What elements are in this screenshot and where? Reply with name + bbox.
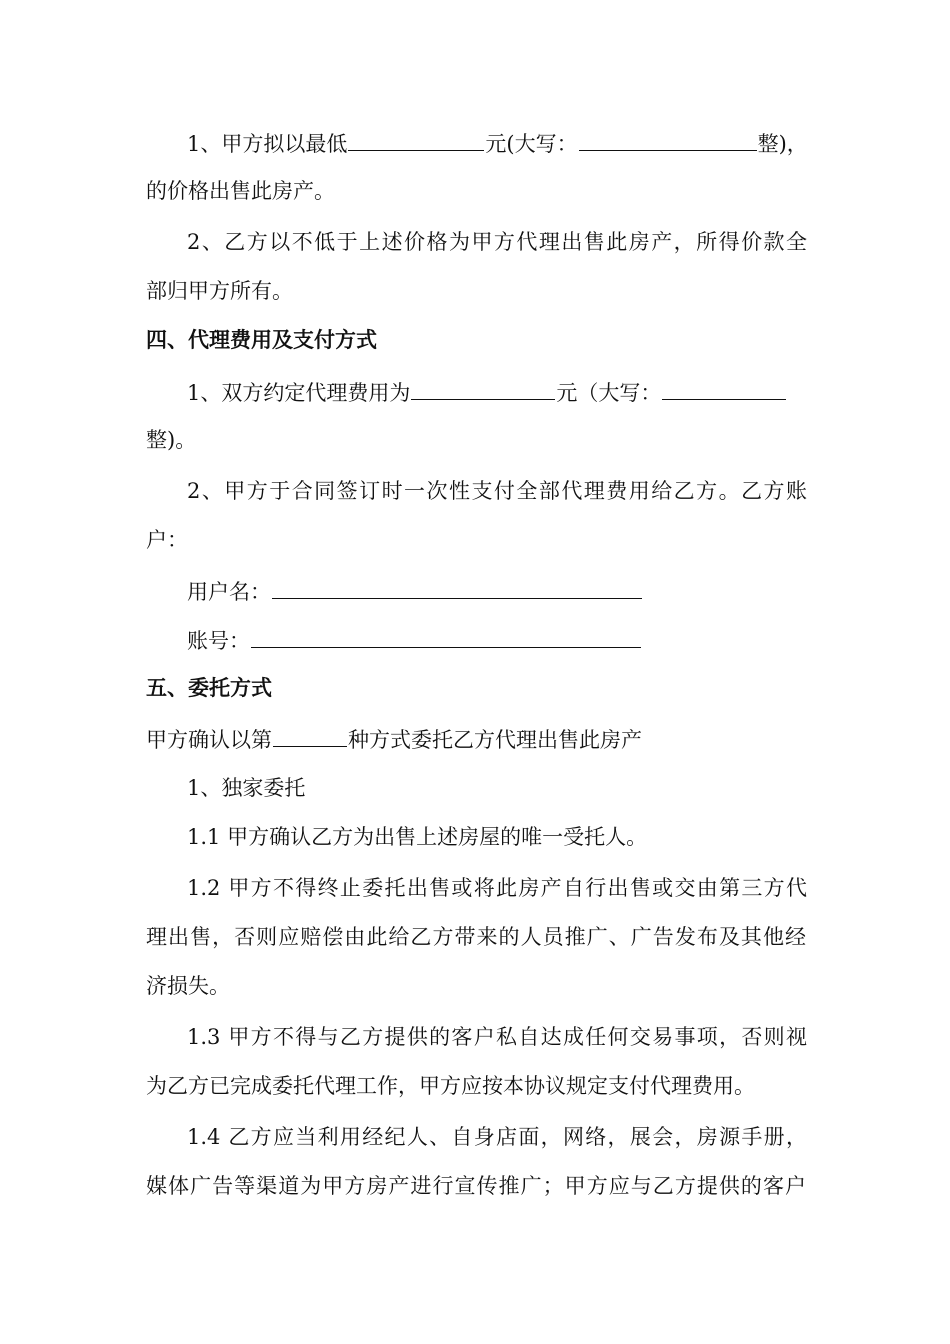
min-price-uppercase-blank[interactable] — [579, 128, 757, 151]
section-5-heading: 五、委托方式 — [146, 675, 272, 700]
agency-fee-uppercase-blank[interactable] — [662, 377, 786, 400]
clause-3-2-line2: 部归甲方所有。 — [146, 279, 293, 303]
clause-5-1-2-line1: 1.2 甲方不得终止委托出售或将此房产自行出售或交由第三方代 — [187, 876, 807, 900]
clause-5-1: 1、独家委托 — [187, 776, 306, 800]
clause-3-1-line2: 的价格出售此房产。 — [146, 179, 335, 203]
clause-5-1-1: 1.1 甲方确认乙方为出售上述房屋的唯一受托人。 — [187, 825, 648, 849]
clause-5-1-4-line1: 1.4 乙方应当利用经纪人、自身店面，网络，展会，房源手册， — [187, 1125, 807, 1149]
clause-4-2-line1: 2、甲方于合同签订时一次性支付全部代理费用给乙方。乙方账 — [187, 479, 807, 503]
clause-text: 1、甲方拟以最低 — [187, 132, 348, 156]
clause-4-1-line1 — [187, 377, 807, 407]
clause-5-1-2-line3: 济损失。 — [146, 974, 230, 998]
clause-text: 整)， — [757, 132, 808, 156]
entrust-method-blank[interactable] — [273, 724, 347, 747]
account-blank[interactable] — [251, 625, 641, 648]
clause-5-1-3-line1: 1.3 甲方不得与乙方提供的客户私自达成任何交易事项，否则视 — [187, 1025, 807, 1049]
clause-3-1-line1 — [187, 128, 807, 158]
clause-text: 1、双方约定代理费用为 — [187, 381, 411, 405]
username-label: 用户名： — [187, 580, 271, 604]
clause-text: 甲方确认以第 — [146, 728, 272, 752]
clause-5-1-4-line2: 媒体广告等渠道为甲方房产进行宣传推广；甲方应与乙方提供的客户 — [146, 1174, 806, 1198]
account-row — [187, 625, 807, 655]
account-label: 账号： — [187, 629, 250, 653]
clause-text: 元(大写： — [485, 132, 578, 156]
clause-5-1-3-line2: 为乙方已完成委托代理工作，甲方应按本协议规定支付代理费用。 — [146, 1074, 755, 1098]
section-4-heading: 四、代理费用及支付方式 — [146, 327, 377, 352]
clause-5-1-2-line2: 理出售，否则应赔偿由此给乙方带来的人员推广、广告发布及其他经 — [146, 925, 806, 949]
clause-4-1-line2: 整)。 — [146, 428, 197, 452]
min-price-blank[interactable] — [348, 128, 484, 151]
clause-text: 元（大写： — [556, 381, 662, 405]
username-blank[interactable] — [272, 576, 642, 599]
clause-5-intro — [146, 724, 806, 754]
agency-fee-blank[interactable] — [411, 377, 555, 400]
clause-4-2-line2: 户： — [146, 528, 188, 552]
username-row — [187, 576, 807, 606]
clause-text: 种方式委托乙方代理出售此房产 — [348, 728, 642, 752]
clause-3-2-line1: 2、乙方以不低于上述价格为甲方代理出售此房产，所得价款全 — [187, 230, 807, 254]
